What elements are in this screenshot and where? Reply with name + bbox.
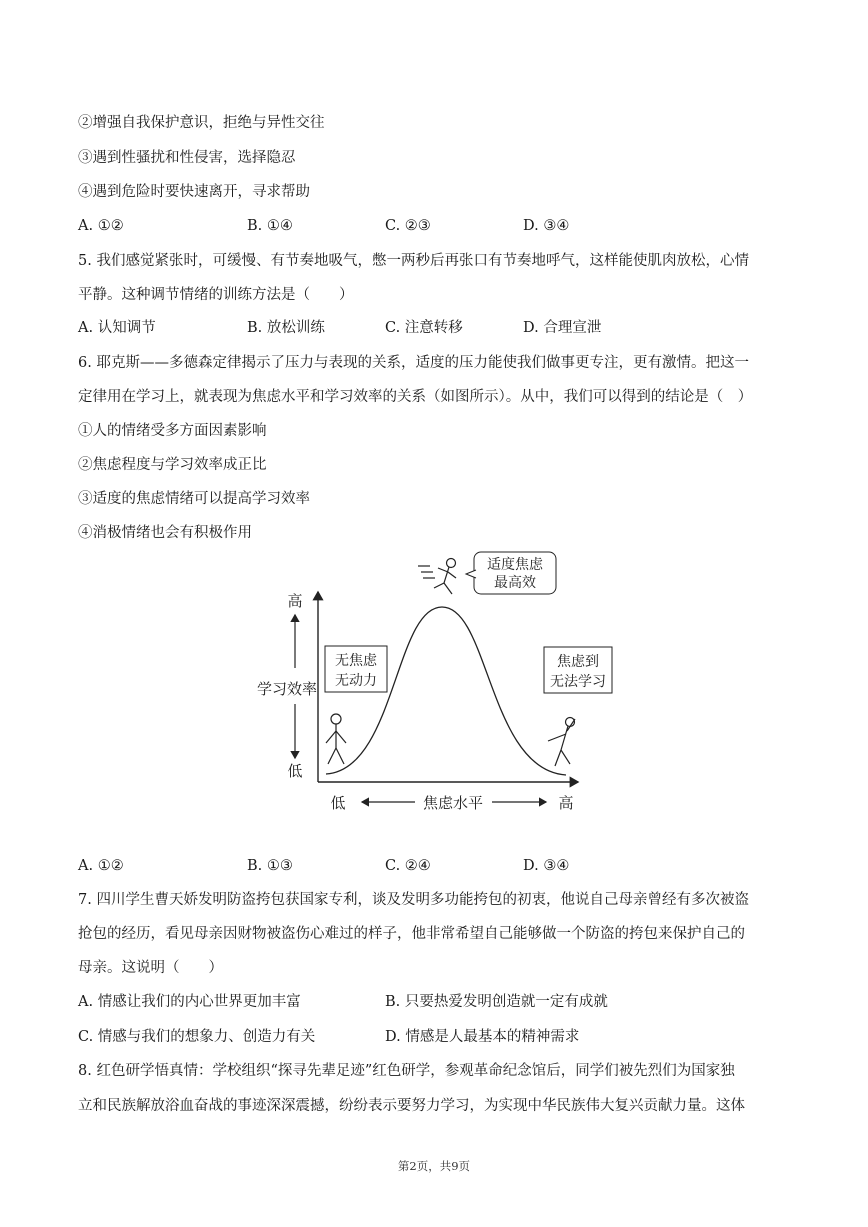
q4-option-c: C. ②③	[385, 218, 431, 234]
q8-stem-line2: 立和民族解放浴血奋战的事迹深深震撼，纷纷表示要努力学习，为实现中华民族伟大复兴贡献力量。这体	[78, 1098, 745, 1114]
x-axis-low-label: 低	[330, 794, 346, 812]
stick-figure-running	[418, 559, 456, 595]
q7-stem-line2: 抢包的经历，看见母亲因财物被盗伤心难过的样子，他非常希望自己能够做一个防盗的挎包来保护自己的	[78, 926, 745, 942]
q6-stem-line1: 6. 耶克斯——多德森定律揭示了压力与表现的关系，适度的压力能使我们做事更专注，更有激情。把这一	[78, 355, 749, 371]
q4-item-3: ③遇到性骚扰和性侵害，选择隐忍	[78, 150, 296, 166]
y-axis-label: 学习效率	[256, 680, 318, 698]
q6-item-1: ①人的情绪受多方面因素影响	[78, 423, 267, 439]
box-moderate-anxiety-line1: 适度焦虑	[487, 557, 543, 573]
y-axis-high-label: 高	[287, 592, 303, 610]
q4-item-4: ④遇到危险时要快速离开，寻求帮助	[78, 184, 310, 200]
box-moderate-anxiety-line2: 最高效	[494, 575, 536, 591]
q4-option-a: A. ①②	[78, 218, 124, 234]
y-axis-low-label: 低	[287, 762, 303, 780]
q4-option-b: B. ①④	[247, 218, 293, 234]
q6-item-2: ②焦虑程度与学习效率成正比	[78, 457, 267, 473]
x-axis-high-label: 高	[558, 794, 574, 812]
box-too-anxious-line1: 焦虑到	[557, 654, 599, 670]
q5-option-d: D. 合理宣泄	[523, 320, 602, 336]
q7-stem-line1: 7. 四川学生曹天娇发明防盗挎包获国家专利，谈及发明多功能挎包的初衷，他说自己母亲曾经有多次被盗	[78, 892, 749, 908]
q8-stem-line1: 8. 红色研学悟真情：学校组织“探寻先辈足迹”红色研学，参观革命纪念馆后，同学们被先烈们为国家独	[78, 1063, 735, 1079]
box-too-anxious-line2: 无法学习	[550, 674, 606, 690]
q5-option-c: C. 注意转移	[385, 320, 463, 336]
q5-option-a: A. 认知调节	[78, 320, 156, 336]
bubble-tail	[466, 570, 476, 578]
q7-stem-line3: 母亲。这说明（ ）	[78, 960, 223, 976]
q4-option-d: D. ③④	[523, 218, 570, 234]
anxiety-efficiency-figure	[230, 545, 630, 825]
q7-option-c: C. 情感与我们的想象力、创造力有关	[78, 1029, 316, 1045]
q7-option-d: D. 情感是人最基本的精神需求	[385, 1029, 580, 1045]
q6-item-4: ④消极情绪也会有积极作用	[78, 525, 252, 541]
q5-option-b: B. 放松训练	[247, 320, 325, 336]
q4-item-2: ②增强自我保护意识，拒绝与异性交往	[78, 115, 325, 131]
stick-figure-standing	[326, 714, 346, 764]
stick-figure-distressed	[548, 718, 575, 767]
q7-option-a: A. 情感让我们的内心世界更加丰富	[78, 994, 301, 1010]
q6-option-a: A. ①②	[78, 858, 124, 874]
q6-option-d: D. ③④	[523, 858, 570, 874]
box-no-anxiety-line2: 无动力	[335, 673, 377, 689]
q6-option-b: B. ①③	[247, 858, 293, 874]
q6-stem-line2: 定律用在学习上，就表现为焦虑水平和学习效率的关系（如图所示）。从中，我们可以得到的结论是（ ）	[78, 389, 753, 405]
page-footer: 第2页，共9页	[397, 1159, 471, 1173]
q7-option-b: B. 只要热爱发明创造就一定有成就	[385, 994, 608, 1010]
q6-option-c: C. ②④	[385, 858, 431, 874]
q6-item-3: ③适度的焦虑情绪可以提高学习效率	[78, 491, 310, 507]
q5-stem-line2: 平静。这种调节情绪的训练方法是（ ）	[78, 287, 354, 303]
x-axis-label: 焦虑水平	[422, 794, 484, 812]
q5-stem-line1: 5. 我们感觉紧张时，可缓慢、有节奏地吸气，憋一两秒后再张口有节奏地呼气，这样能使肌肉放松，心情	[78, 253, 749, 269]
box-no-anxiety-line1: 无焦虑	[335, 653, 377, 669]
